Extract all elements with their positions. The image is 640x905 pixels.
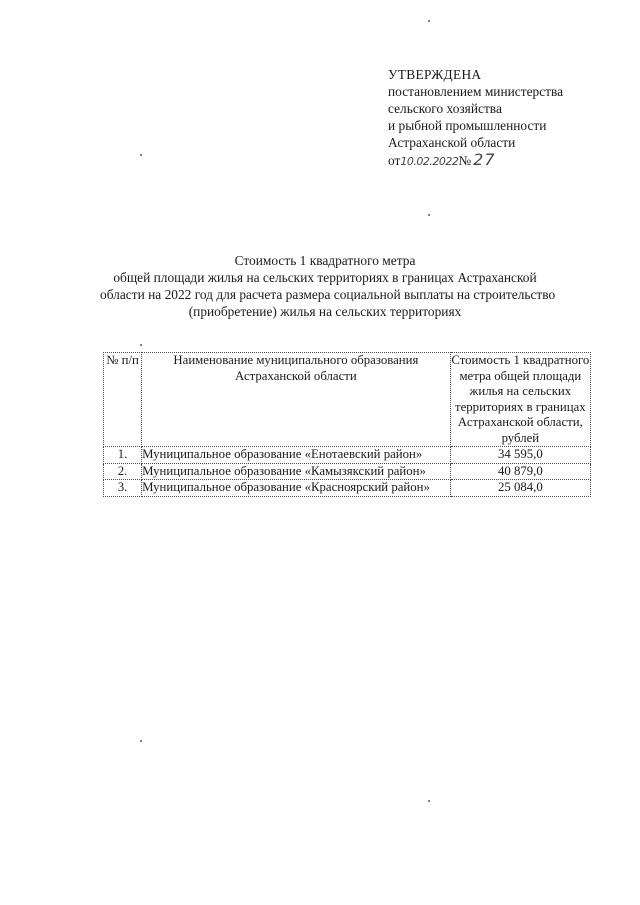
table-row: [104, 447, 591, 464]
header-municipality: Наименование муниципального образования Астраханской области: [142, 353, 451, 447]
row-number: 2.: [104, 463, 142, 480]
scan-speck: [428, 800, 430, 802]
row-number: 3.: [104, 480, 142, 497]
table-header-row: [104, 353, 591, 447]
table-row: [104, 463, 591, 480]
row-number: 1.: [104, 447, 142, 464]
title-line: (приобретение) жилья на сельских территориях: [188, 304, 462, 319]
row-cost: 34 595,0: [450, 447, 590, 464]
handwritten-date: 10.02.2022: [400, 155, 459, 168]
scan-speck: [428, 20, 430, 22]
approval-line: Астраханской области: [388, 135, 516, 150]
header-cost: Стоимость 1 квадратного метра общей площади жилья на сельских территориях в границах Астраханской области, рублей: [451, 353, 590, 445]
title-line: Стоимость 1 квадратного метра: [234, 253, 416, 268]
row-municipality: Муниципальное образование «Камызякский район»: [142, 463, 451, 480]
document-title: [100, 252, 556, 320]
approval-date-line: [388, 151, 563, 170]
approval-line: сельского хозяйства: [388, 101, 502, 116]
table-row: [104, 480, 591, 497]
row-municipality: Муниципальное образование «Красноярский район»: [142, 480, 451, 497]
row-cost: 25 084,0: [450, 480, 590, 497]
approval-line: и рыбной промышленности: [388, 118, 547, 133]
cost-table: [103, 352, 591, 497]
number-label: №: [458, 153, 472, 168]
approval-title: УТВЕРЖДЕНА: [388, 67, 482, 82]
scan-speck: [428, 214, 430, 216]
header-number: № п/п: [104, 353, 142, 447]
approval-line: постановлением министерства: [388, 84, 564, 99]
handwritten-number: 27: [473, 150, 496, 169]
row-cost: 40 879,0: [450, 463, 590, 480]
scan-speck: [140, 740, 142, 742]
title-line: общей площади жилья на сельских территориях в границах Астраханской: [113, 270, 537, 285]
scan-speck: [140, 154, 142, 156]
approval-block: [388, 66, 563, 170]
title-line: области на 2022 год для расчета размера социальной выплаты на строительство: [100, 287, 556, 302]
scan-speck: [140, 344, 142, 346]
date-prefix: от: [388, 153, 401, 168]
row-municipality: Муниципальное образование «Енотаевский район»: [142, 447, 451, 464]
